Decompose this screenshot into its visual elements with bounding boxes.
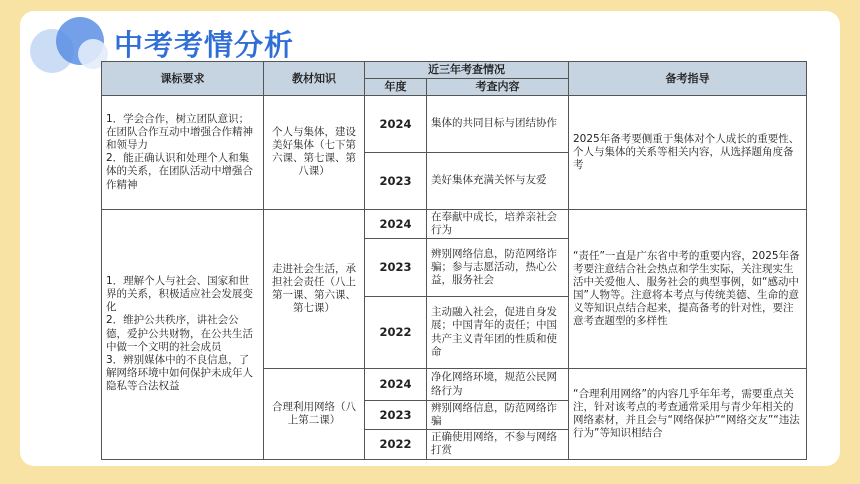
header-guide: 备考指导: [569, 62, 807, 96]
content-cell: 辨别网络信息，防范网络诈骗: [427, 401, 569, 430]
guide-cell: “合理利用网络”的内容几乎年年考，需要重点关注，针对该考点的考查通常采用与青少年相关的网络素材，并且会与“网络保护”“网络交友”“违法行为”等知识相结合: [569, 369, 807, 460]
year-cell: 2024: [365, 95, 427, 152]
header-year: 年度: [365, 78, 427, 95]
standard-cell: 1．学会合作，树立团队意识；在团队合作互动中增强合作精神和领导力 2．能正确认识和处理个人和集体的关系，在团队活动中增强合作精神: [102, 95, 264, 209]
content-cell: 主动融入社会，促进自身发展；中国青年的责任；中国共产主义青年团的性质和使命: [427, 297, 569, 369]
guide-cell: 2025年备考要侧重于集体对个人成长的重要性、个人与集体的关系等相关内容，从选择题角度备考: [569, 95, 807, 209]
textbook-cell: 合理利用网络（八上第二课）: [264, 369, 365, 460]
content-cell: 净化网络环境，规范公民网络行为: [427, 369, 569, 401]
header-textbook: 教材知识: [264, 62, 365, 96]
content-cell: 美好集体充满关怀与友爱: [427, 152, 569, 209]
year-cell: 2022: [365, 430, 427, 459]
content-cell: 正确使用网络，不参与网络打赏: [427, 430, 569, 459]
content-cell: 在奉献中成长，培养亲社会行为: [427, 209, 569, 238]
textbook-cell: 走进社会生活，承担社会责任（八上第一课、第六课、第七课）: [264, 209, 365, 368]
year-cell: 2024: [365, 209, 427, 238]
exam-analysis-table: [101, 61, 807, 460]
standard-cell: 1．理解个人与社会、国家和世界的关系，积极适应社会发展变化 2．维护公共秩序，讲社会公德，爱护公共财物，在公共生活中做一个文明的社会成员 3．辨别媒体中的不良信息，了解网络环境中如何保护未成年人隐私等合法权益: [102, 209, 264, 459]
year-cell: 2022: [365, 297, 427, 369]
textbook-cell: 个人与集体，建设美好集体（七下第六课、第七课、第八课）: [264, 95, 365, 209]
content-cell: 辨别网络信息，防范网络诈骗；参与志愿活动，热心公益，服务社会: [427, 239, 569, 297]
year-cell: 2023: [365, 239, 427, 297]
table-row: [102, 209, 807, 238]
header-standard: 课标要求: [102, 62, 264, 96]
guide-cell: “责任”一直是广东省中考的重要内容，2025年备考要注意结合社会热点和学生实际，关注现实生活中关爱他人、服务社会的典型事例，如“感动中国”人物等。注意将本考点与传统美德、生命的意义等知识点结合起来，提高备考的针对性，要注意考查题型的多样性: [569, 209, 807, 368]
page-title: 中考考情分析: [114, 28, 295, 62]
content-cell: 集体的共同目标与团结协作: [427, 95, 569, 152]
year-cell: 2023: [365, 152, 427, 209]
header-recent: 近三年考查情况: [365, 62, 569, 79]
table-row: [102, 95, 807, 152]
header-content: 考查内容: [427, 78, 569, 95]
year-cell: 2024: [365, 369, 427, 401]
year-cell: 2023: [365, 401, 427, 430]
